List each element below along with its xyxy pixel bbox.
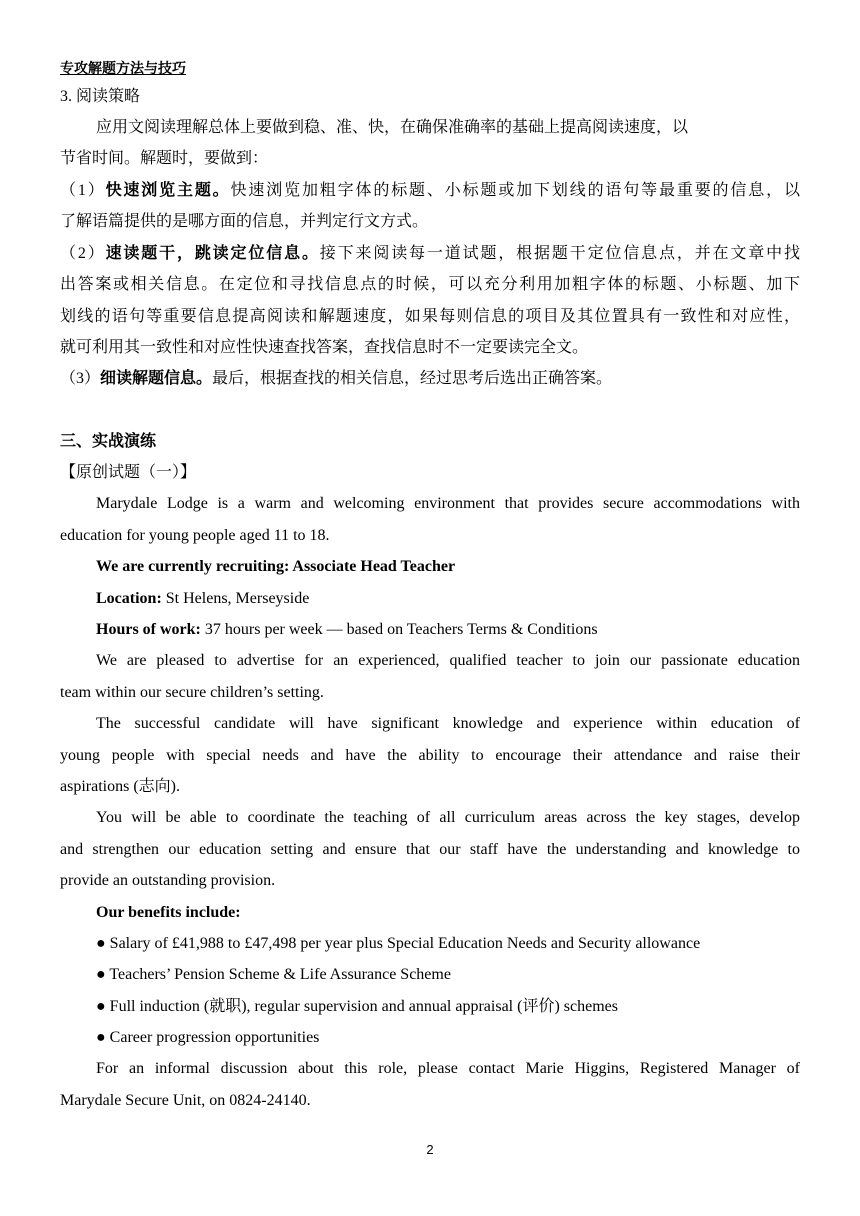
practice-label: 【原创试题（一）】 <box>60 464 197 481</box>
location-value: St Helens, Merseyside <box>161 590 310 607</box>
step-3-number: （3） <box>60 370 101 387</box>
location-label: Location: <box>96 590 162 607</box>
step-3-line <box>60 369 800 389</box>
step-2-line-1 <box>60 244 800 264</box>
location-line <box>96 589 800 609</box>
step-1-line-1 <box>60 181 800 201</box>
intro-line-1: 应用文阅读理解总体上要做到稳、准、快，在确保准确率的基础上提高阅读速度，以 <box>96 119 689 136</box>
section-heading-reading-strategy: 3. 阅读策略 <box>60 88 141 105</box>
step-2-bold: 速读题干，跳读定位信息。 <box>105 245 320 262</box>
hours-line <box>96 620 800 640</box>
passage-p2-line-2: team within our secure children’s setting. <box>60 684 324 701</box>
contact-line-2: Marydale Secure Unit, on 0824-24140. <box>60 1092 311 1109</box>
benefit-item: ● Career progression opportunities <box>96 1029 320 1046</box>
step-3-text: 最后，根据查找的相关信息，经过思考后选出正确答案。 <box>212 370 613 387</box>
passage-p2-line-1: We are pleased to advertise for an experienced, qualified teacher to join our passionate education <box>96 652 800 669</box>
intro-line-2: 节省时间。解题时，要做到： <box>60 150 269 167</box>
passage-p4-line-1: You will be able to coordinate the teaching of all curriculum areas across the key stages, develop <box>96 809 800 826</box>
benefits-heading: Our benefits include: <box>96 904 241 921</box>
step-2-number: （2） <box>60 245 106 262</box>
hours-label: Hours of work: <box>96 621 201 638</box>
passage-p1-line-2: education for young people aged 11 to 18. <box>60 527 330 544</box>
passage-p3-line-3: aspirations (志向). <box>60 778 180 795</box>
step-1-text: 快速浏览加粗字体的标题、小标题或加下划线的语句等最重要的信息，以 <box>230 182 800 199</box>
recruiting-heading: We are currently recruiting: Associate Head Teacher <box>96 558 456 575</box>
step-1-bold: 快速浏览主题。 <box>105 182 231 199</box>
passage-p4-line-2: and strengthen our education setting and ensure that our staff have the understanding and knowledge to <box>60 841 800 858</box>
step-3-bold: 细读解题信息。 <box>100 370 213 387</box>
benefit-item: ● Teachers’ Pension Scheme & Life Assurance Scheme <box>96 966 451 983</box>
step-2-text: 接下来阅读每一道试题，根据题干定位信息点，并在文章中找 <box>319 245 800 262</box>
passage-p3-line-2: young people with special needs and have the ability to encourage their attendance and raise their <box>60 747 800 764</box>
passage-p4-line-3: provide an outstanding provision. <box>60 872 276 889</box>
hours-value: 37 hours per week — based on Teachers Terms & Conditions <box>200 621 598 638</box>
step-1-line-2: 了解语篇提供的是哪方面的信息，并判定行文方式。 <box>60 213 429 230</box>
page-number: 2 <box>426 1142 434 1157</box>
section-title-practice: 三、实战演练 <box>60 433 157 450</box>
step-2-line-3: 划线的语句等重要信息提高阅读和解题速度，如果每则信息的项目及其位置具有一致性和对应性， <box>60 308 800 325</box>
benefit-item: ● Full induction (就职), regular supervision and annual appraisal (评价) schemes <box>96 998 618 1015</box>
step-1-number: （1） <box>60 182 106 199</box>
step-2-line-4: 就可利用其一致性和对应性快速查找答案，查找信息时不一定要读完全文。 <box>60 339 589 356</box>
page-header: 专攻解题方法与技巧 <box>60 62 186 77</box>
step-2-line-2: 出答案或相关信息。在定位和寻找信息点的时候，可以充分利用加粗字体的标题、小标题、加下 <box>60 276 800 293</box>
passage-p3-line-1: The successful candidate will have significant knowledge and experience within education of <box>96 715 800 732</box>
benefit-item: ● Salary of £41,988 to £47,498 per year plus Special Education Needs and Security allowance <box>96 935 701 952</box>
passage-p1-line-1: Marydale Lodge is a warm and welcoming environment that provides secure accommodations with <box>96 495 800 512</box>
contact-line-1: For an informal discussion about this role, please contact Marie Higgins, Registered Manager of <box>96 1060 800 1077</box>
